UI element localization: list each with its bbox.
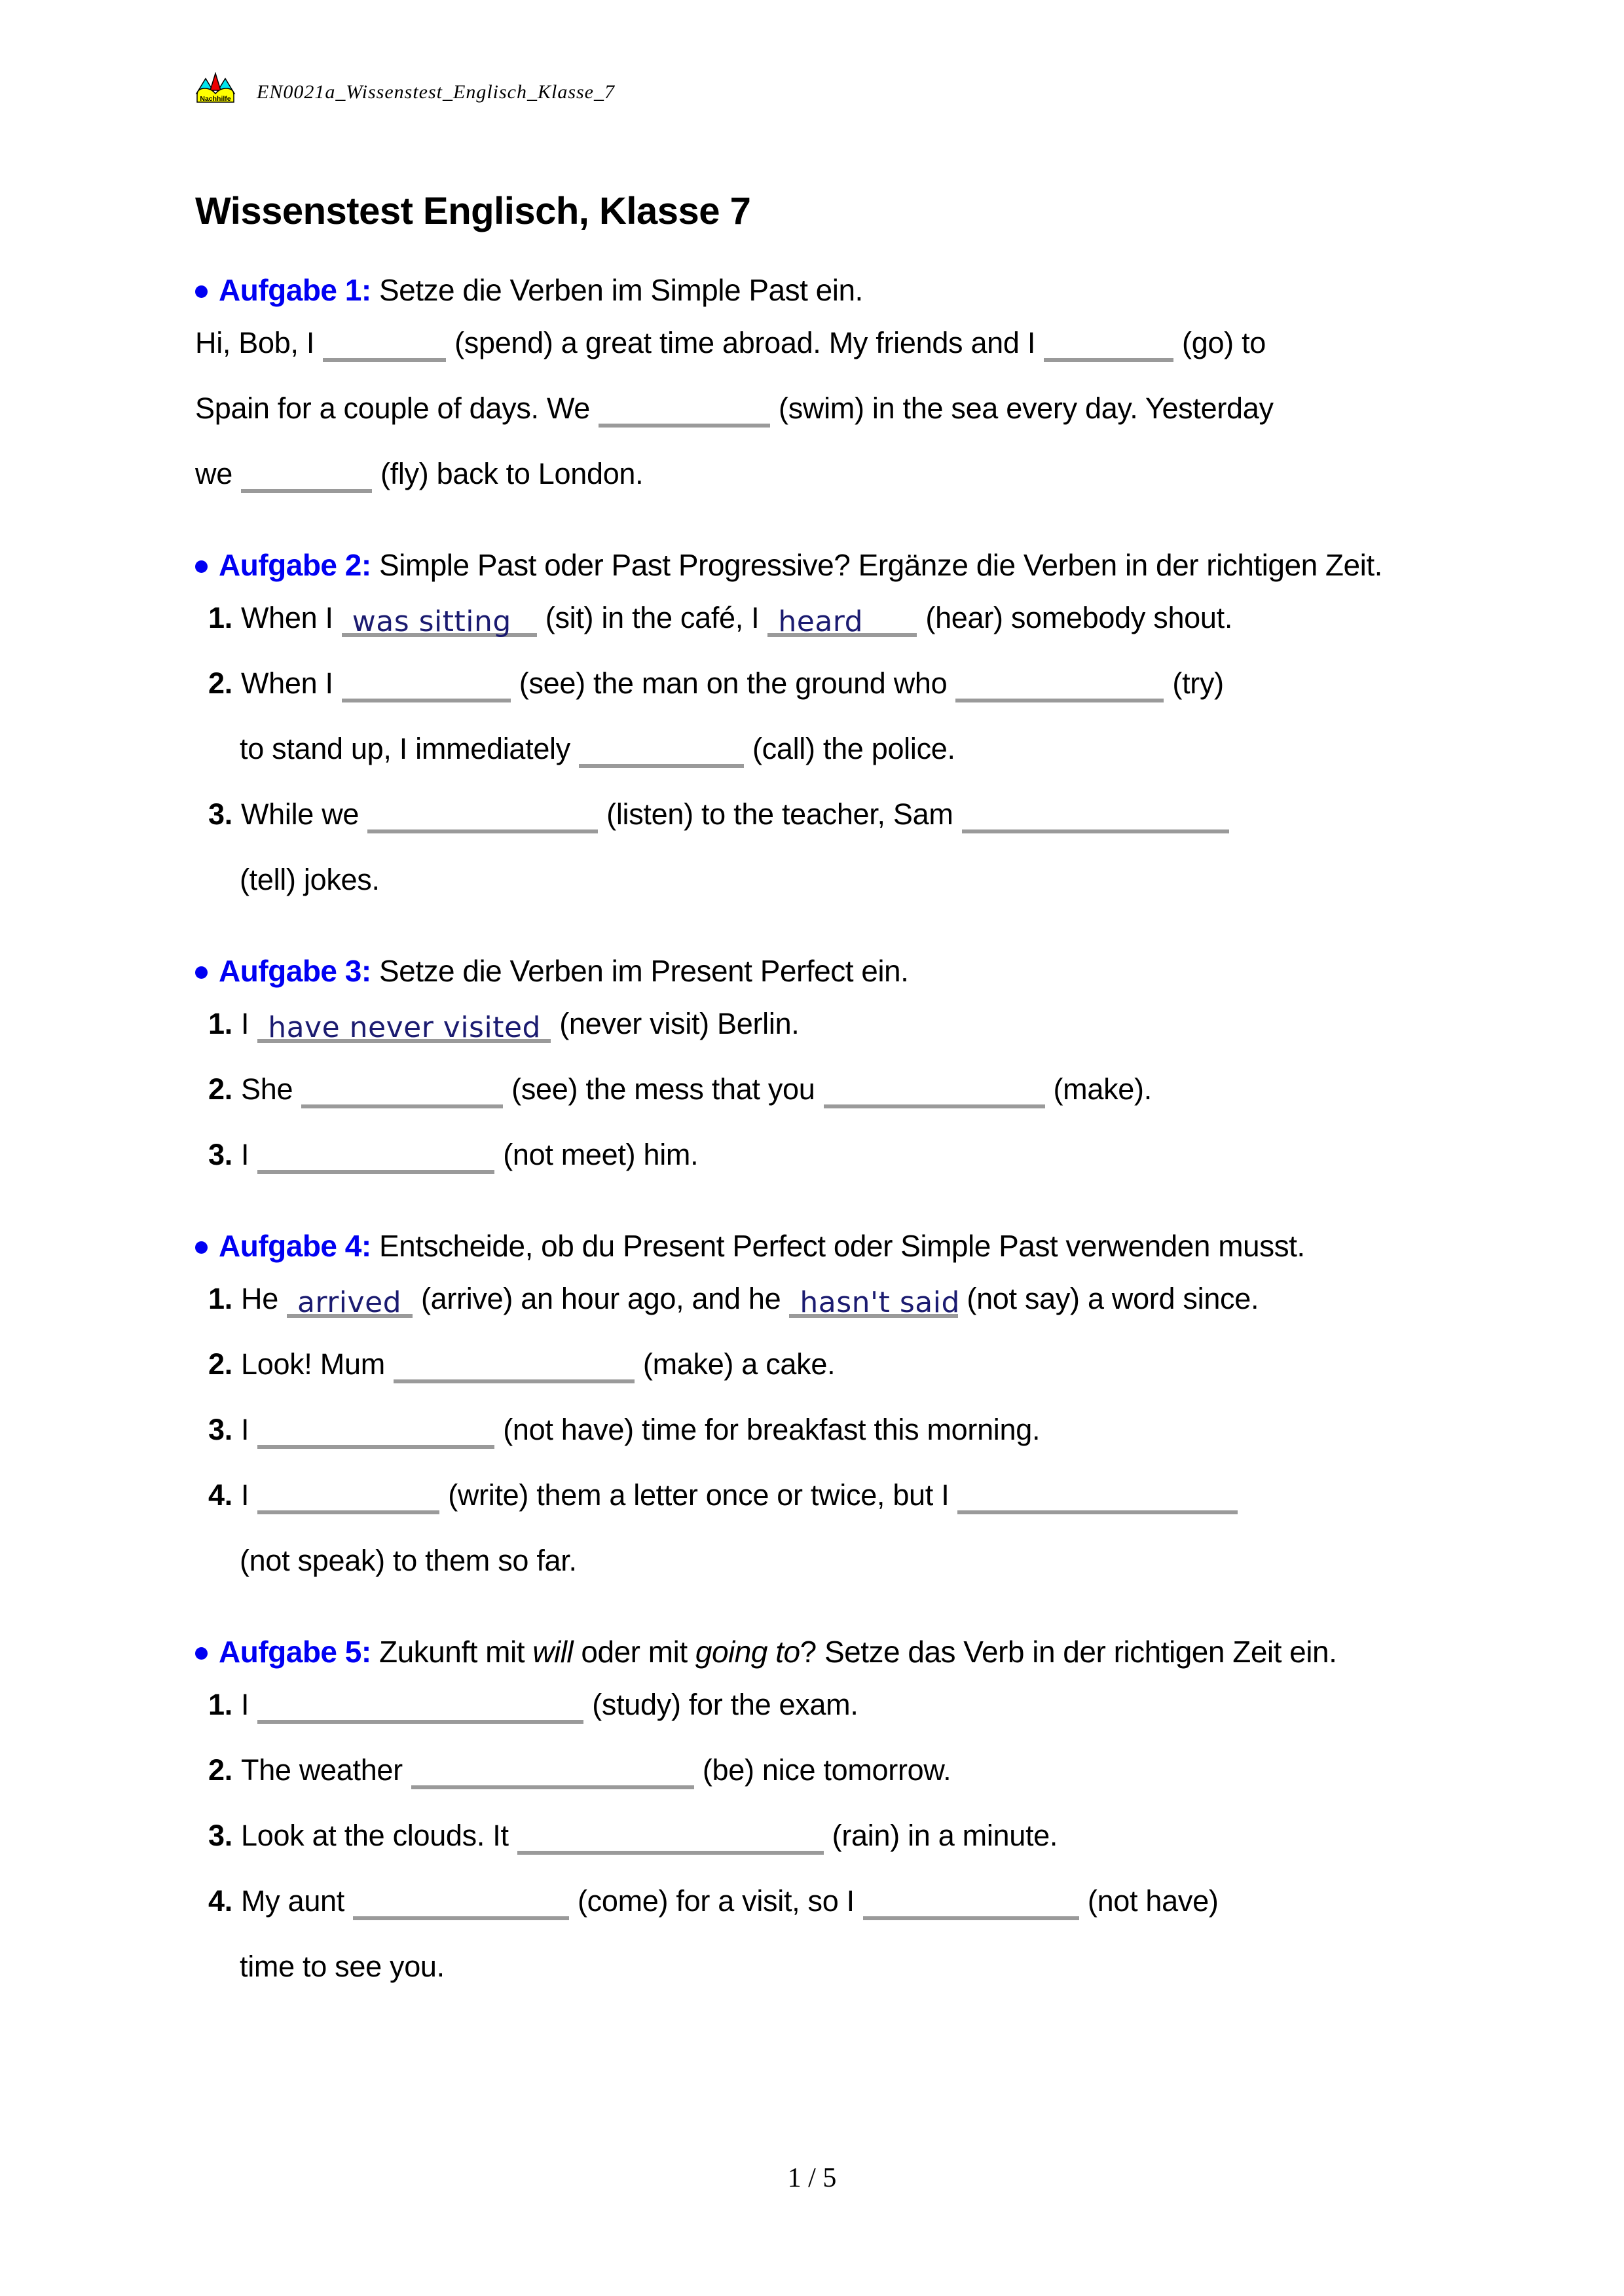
item-number: 4. — [208, 1884, 232, 1918]
nachhilfe-logo — [195, 72, 236, 103]
text-run: (go) to — [1182, 326, 1266, 359]
task-4-label: Aufgabe 4: — [219, 1229, 371, 1263]
fill-blank — [955, 666, 1164, 702]
fill-blank — [323, 325, 446, 362]
task-5-heading — [195, 1631, 1475, 1672]
text-run: I — [241, 1138, 249, 1171]
text-run: (tell) jokes. — [240, 863, 380, 896]
task-4-body — [195, 1266, 1475, 1594]
item-number: 3. — [208, 1413, 232, 1446]
text-run: (see) the mess that you — [511, 1072, 815, 1106]
text-run: (study) for the exam. — [592, 1688, 858, 1721]
task-2-label: Aufgabe 2: — [219, 548, 371, 582]
fill-blank — [599, 391, 770, 428]
task-2-body — [195, 585, 1475, 913]
text-run: (not speak) to them so far. — [240, 1544, 577, 1577]
item-number: 2. — [208, 1347, 232, 1381]
text-run: (not say) a word since. — [967, 1282, 1259, 1315]
task-5-label: Aufgabe 5: — [219, 1635, 371, 1669]
exercise-item — [208, 1122, 1475, 1188]
fill-blank — [367, 797, 598, 833]
exercise-item — [208, 1397, 1475, 1463]
text-run: oder mit — [573, 1635, 695, 1669]
exercise-item — [208, 1463, 1475, 1528]
text-run: Look! Mum — [241, 1347, 385, 1381]
bullet-icon — [195, 285, 208, 298]
text-run: I — [241, 1413, 249, 1446]
exercise-item-continuation — [240, 847, 1475, 913]
text-run: I — [241, 1688, 249, 1721]
fill-blank — [767, 600, 917, 637]
fill-blank — [342, 600, 537, 637]
exercise-item-continuation — [240, 1934, 1475, 1999]
exercise-item — [208, 1057, 1475, 1122]
fill-blank — [257, 1478, 439, 1514]
page-title: Wissenstest Englisch, Klasse 7 — [195, 190, 751, 232]
bullet-icon — [195, 1241, 208, 1254]
text-run: (sit) in the café, I — [545, 601, 760, 634]
text-run: (rain) in a minute. — [832, 1819, 1058, 1852]
item-number: 1. — [208, 1007, 232, 1040]
text-run: (try) — [1172, 666, 1224, 700]
handwritten-answer: was sitting — [352, 604, 511, 638]
text-run: (arrive) an hour ago, and he — [420, 1282, 781, 1315]
item-number: 2. — [208, 666, 232, 700]
item-number: 1. — [208, 1282, 232, 1315]
document-code: EN0021a_Wissenstest_Englisch_Klasse_7 — [257, 81, 615, 103]
task-3-heading — [195, 951, 1475, 991]
fill-blank — [1044, 325, 1173, 362]
fill-blank — [579, 731, 744, 768]
logo-label: Nachhilfe — [200, 95, 231, 103]
exercise-item — [208, 1803, 1475, 1868]
fill-blank — [863, 1884, 1079, 1920]
exercise-item-continuation — [240, 1528, 1475, 1594]
text-run: While we — [241, 797, 360, 831]
exercise-item — [208, 991, 1475, 1057]
item-number: 2. — [208, 1753, 232, 1787]
fill-blank — [257, 1687, 583, 1724]
text-run: (write) them a letter once or twice, but I — [448, 1478, 950, 1512]
item-number: 3. — [208, 1819, 232, 1852]
text-run: (see) the man on the ground who — [519, 666, 948, 700]
text-run: (fly) back to London. — [380, 457, 644, 490]
paragraph-line — [195, 441, 1475, 507]
text-run: (not meet) him. — [503, 1138, 699, 1171]
text-run: Look at the clouds. It — [241, 1819, 509, 1852]
italic-term: will — [532, 1635, 574, 1669]
fill-blank — [411, 1753, 694, 1789]
logo-center-peak — [210, 73, 221, 90]
exercise-item — [208, 585, 1475, 651]
text-run: He — [241, 1282, 278, 1315]
task-5-body — [195, 1672, 1475, 1999]
item-number: 1. — [208, 601, 232, 634]
item-number: 3. — [208, 797, 232, 831]
handwritten-answer: heard — [778, 604, 864, 638]
text-run: (make). — [1053, 1072, 1152, 1106]
task-2-instruction: Simple Past oder Past Progressive? Ergänze die Verben in der richtigen Zeit. — [371, 548, 1382, 582]
exercise-item — [208, 1868, 1475, 1934]
text-run: (spend) a great time abroad. My friends and I — [454, 326, 1036, 359]
text-run: (not have) time for breakfast this morning. — [503, 1413, 1041, 1446]
handwritten-answer: hasn't said — [800, 1285, 960, 1319]
fill-blank — [287, 1281, 413, 1318]
task-3-label: Aufgabe 3: — [219, 954, 371, 988]
text-run: When I — [241, 666, 333, 700]
exercise-item — [208, 1332, 1475, 1397]
task-5-instruction — [371, 1635, 1337, 1669]
exercise-item — [208, 1738, 1475, 1803]
fill-blank — [517, 1818, 824, 1855]
exercise-item — [208, 651, 1475, 716]
item-number: 4. — [208, 1478, 232, 1512]
text-run: When I — [241, 601, 333, 634]
text-run: Zukunft mit — [371, 1635, 533, 1669]
text-run: Spain for a couple of days. We — [195, 392, 591, 425]
paragraph-line — [195, 376, 1475, 441]
task-1-heading — [195, 270, 1475, 310]
text-run: (not have) — [1087, 1884, 1219, 1918]
exercise-item — [208, 1672, 1475, 1738]
fill-blank — [257, 1412, 494, 1449]
bullet-icon — [195, 1647, 208, 1660]
text-run: She — [241, 1072, 293, 1106]
bullet-icon — [195, 560, 208, 573]
text-run: (never visit) Berlin. — [559, 1007, 800, 1040]
handwritten-answer: arrived — [297, 1285, 402, 1319]
fill-blank — [962, 797, 1229, 833]
fill-blank — [257, 1006, 551, 1043]
text-run: (make) a cake. — [642, 1347, 836, 1381]
task-1-body — [195, 310, 1475, 507]
fill-blank — [353, 1884, 569, 1920]
text-run: (listen) to the teacher, Sam — [606, 797, 953, 831]
text-run: to stand up, I immediately — [240, 732, 570, 765]
task-4-heading — [195, 1226, 1475, 1266]
text-run: (come) for a visit, so I — [577, 1884, 855, 1918]
bullet-icon — [195, 966, 208, 979]
text-run: time to see you. — [240, 1950, 445, 1983]
item-number: 2. — [208, 1072, 232, 1106]
fill-blank — [957, 1478, 1238, 1514]
task-1-label: Aufgabe 1: — [219, 273, 371, 307]
page-number: 1 / 5 — [787, 2163, 837, 2193]
item-number: 1. — [208, 1688, 232, 1721]
task-4-instruction: Entscheide, ob du Present Perfect oder Simple Past verwenden musst. — [371, 1229, 1305, 1263]
task-2-heading — [195, 545, 1475, 585]
text-run: (call) the police. — [752, 732, 955, 765]
handwritten-answer: have never visited — [268, 1010, 541, 1044]
text-run: My aunt — [241, 1884, 344, 1918]
text-run: (swim) in the sea every day. Yesterday — [779, 392, 1274, 425]
fill-blank — [394, 1347, 635, 1383]
text-run: I — [241, 1007, 249, 1040]
task-3-body — [195, 991, 1475, 1188]
text-run: I — [241, 1478, 249, 1512]
fill-blank — [342, 666, 511, 702]
paragraph-line — [195, 310, 1475, 376]
exercise-item — [208, 1266, 1475, 1332]
fill-blank — [789, 1281, 958, 1318]
text-run: (hear) somebody shout. — [925, 601, 1233, 634]
page-header — [195, 0, 1475, 103]
fill-blank — [301, 1072, 503, 1108]
text-run: The weather — [241, 1753, 403, 1787]
fill-blank — [824, 1072, 1045, 1108]
exercise-item-continuation — [240, 716, 1475, 782]
task-3-instruction: Setze die Verben im Present Perfect ein. — [371, 954, 909, 988]
text-run: Hi, Bob, I — [195, 326, 315, 359]
task-1-instruction: Setze die Verben im Simple Past ein. — [371, 273, 863, 307]
item-number: 3. — [208, 1138, 232, 1171]
text-run: we — [195, 457, 232, 490]
text-run: ? Setze das Verb in der richtigen Zeit ein. — [800, 1635, 1337, 1669]
exercise-item — [208, 782, 1475, 847]
text-run: (be) nice tomorrow. — [702, 1753, 951, 1787]
italic-term: going to — [695, 1635, 800, 1669]
page-footer — [0, 2162, 1624, 2194]
fill-blank — [257, 1137, 494, 1174]
fill-blank — [241, 456, 372, 493]
